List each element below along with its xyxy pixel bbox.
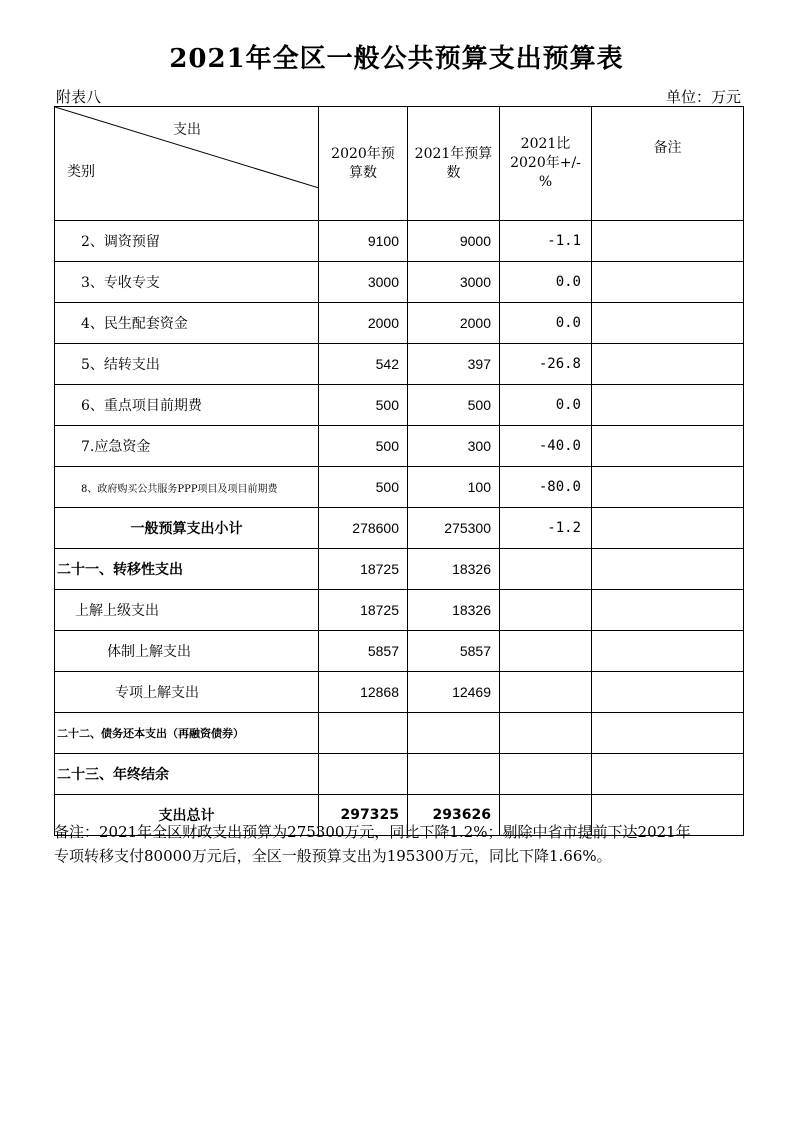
- table-row: [55, 467, 744, 508]
- row-note: [592, 344, 744, 385]
- row-label: 二十二、债务还本支出（再融资债券）: [55, 713, 319, 754]
- page-title: 2021年全区一般公共预算支出预算表: [169, 44, 624, 74]
- table-row: [55, 672, 744, 713]
- row-value-2021: 3000: [408, 262, 500, 303]
- table-header-row: [55, 107, 744, 221]
- row-note: [592, 631, 744, 672]
- row-label: 一般预算支出小计: [55, 508, 319, 549]
- row-value-2020: 18725: [319, 590, 408, 631]
- table-row: [55, 344, 744, 385]
- row-value-2020: 500: [319, 426, 408, 467]
- header-expenditure: 支出: [173, 122, 201, 138]
- row-change: -1.1: [500, 221, 592, 262]
- row-label: 2、调资预留: [55, 221, 319, 262]
- row-note: [592, 221, 744, 262]
- row-change: -26.8: [500, 344, 592, 385]
- row-note: [592, 713, 744, 754]
- row-label: 支出总计: [55, 795, 319, 836]
- footnote-line-1: 备注：2021年全区财政支出预算为275300万元，同比下降1.2%；剔除中省市提前下达2021年: [54, 823, 691, 841]
- unit-label: 单位：万元: [665, 88, 741, 106]
- row-label: 上解上级支出: [55, 590, 319, 631]
- row-value-2021: 18326: [408, 590, 500, 631]
- table-row: [55, 754, 744, 795]
- row-value-2021: 9000: [408, 221, 500, 262]
- row-change: [500, 672, 592, 713]
- row-note: [592, 467, 744, 508]
- row-value-2020: 2000: [319, 303, 408, 344]
- budget-table: [54, 106, 744, 836]
- table-row: [55, 426, 744, 467]
- row-value-2021: 300: [408, 426, 500, 467]
- header-2021-budget: 2021年预算数: [408, 107, 500, 221]
- row-change: -40.0: [500, 426, 592, 467]
- table-row: [55, 262, 744, 303]
- row-label: 二十一、转移性支出: [55, 549, 319, 590]
- row-value-2020: 542: [319, 344, 408, 385]
- row-label: 体制上解支出: [55, 631, 319, 672]
- row-label: 专项上解支出: [55, 672, 319, 713]
- row-label: 8、政府购买公共服务PPP项目及项目前期费: [55, 467, 319, 508]
- row-value-2020: 297325: [319, 795, 408, 836]
- row-change: [500, 754, 592, 795]
- row-change: 0.0: [500, 262, 592, 303]
- table-row: [55, 590, 744, 631]
- row-change: [500, 713, 592, 754]
- table-row: [55, 713, 744, 754]
- row-note: [592, 385, 744, 426]
- row-value-2020: 278600: [319, 508, 408, 549]
- row-change: [500, 631, 592, 672]
- header-2020-budget: 2020年预算数: [319, 107, 408, 221]
- row-value-2020: [319, 754, 408, 795]
- row-value-2020: 12868: [319, 672, 408, 713]
- row-change: [500, 590, 592, 631]
- row-value-2021: 5857: [408, 631, 500, 672]
- row-value-2020: 500: [319, 467, 408, 508]
- row-label: 4、民生配套资金: [55, 303, 319, 344]
- row-value-2020: 18725: [319, 549, 408, 590]
- row-note: [592, 549, 744, 590]
- row-value-2021: 100: [408, 467, 500, 508]
- row-value-2020: [319, 713, 408, 754]
- row-change: -1.2: [500, 508, 592, 549]
- row-note: [592, 672, 744, 713]
- row-value-2021: 18326: [408, 549, 500, 590]
- row-label: 3、专收专支: [55, 262, 319, 303]
- diagonal-header-cell: [55, 107, 319, 221]
- row-change: 0.0: [500, 303, 592, 344]
- row-value-2021: 12469: [408, 672, 500, 713]
- row-note: [592, 508, 744, 549]
- row-value-2021: 275300: [408, 508, 500, 549]
- row-note: [592, 754, 744, 795]
- table-row: [55, 549, 744, 590]
- row-value-2021: [408, 754, 500, 795]
- header-change: 2021比2020年+/-%: [500, 107, 592, 221]
- row-value-2021: 293626: [408, 795, 500, 836]
- attachment-label: 附表八: [56, 88, 102, 106]
- row-value-2020: 500: [319, 385, 408, 426]
- row-value-2020: 5857: [319, 631, 408, 672]
- row-label: 5、结转支出: [55, 344, 319, 385]
- header-note: 备注: [592, 107, 744, 221]
- row-value-2021: [408, 713, 500, 754]
- row-label: 7.应急资金: [55, 426, 319, 467]
- row-change: -80.0: [500, 467, 592, 508]
- header-category: 类别: [67, 164, 95, 180]
- row-value-2021: 500: [408, 385, 500, 426]
- table-row: [55, 303, 744, 344]
- table-row: [55, 221, 744, 262]
- row-value-2020: 9100: [319, 221, 408, 262]
- row-note: [592, 262, 744, 303]
- row-note: [592, 426, 744, 467]
- subtotal-row: [55, 508, 744, 549]
- row-change: [500, 549, 592, 590]
- row-note: [592, 303, 744, 344]
- table-row: [55, 631, 744, 672]
- row-value-2021: 2000: [408, 303, 500, 344]
- row-change: 0.0: [500, 385, 592, 426]
- row-label: 二十三、年终结余: [55, 754, 319, 795]
- row-label: 6、重点项目前期费: [55, 385, 319, 426]
- row-value-2021: 397: [408, 344, 500, 385]
- table-row: [55, 385, 744, 426]
- row-value-2020: 3000: [319, 262, 408, 303]
- footnote: [54, 820, 744, 868]
- footnote-line-2: 专项转移支付80000万元后，全区一般预算支出为195300万元，同比下降1.66%。: [54, 847, 612, 865]
- row-note: [592, 590, 744, 631]
